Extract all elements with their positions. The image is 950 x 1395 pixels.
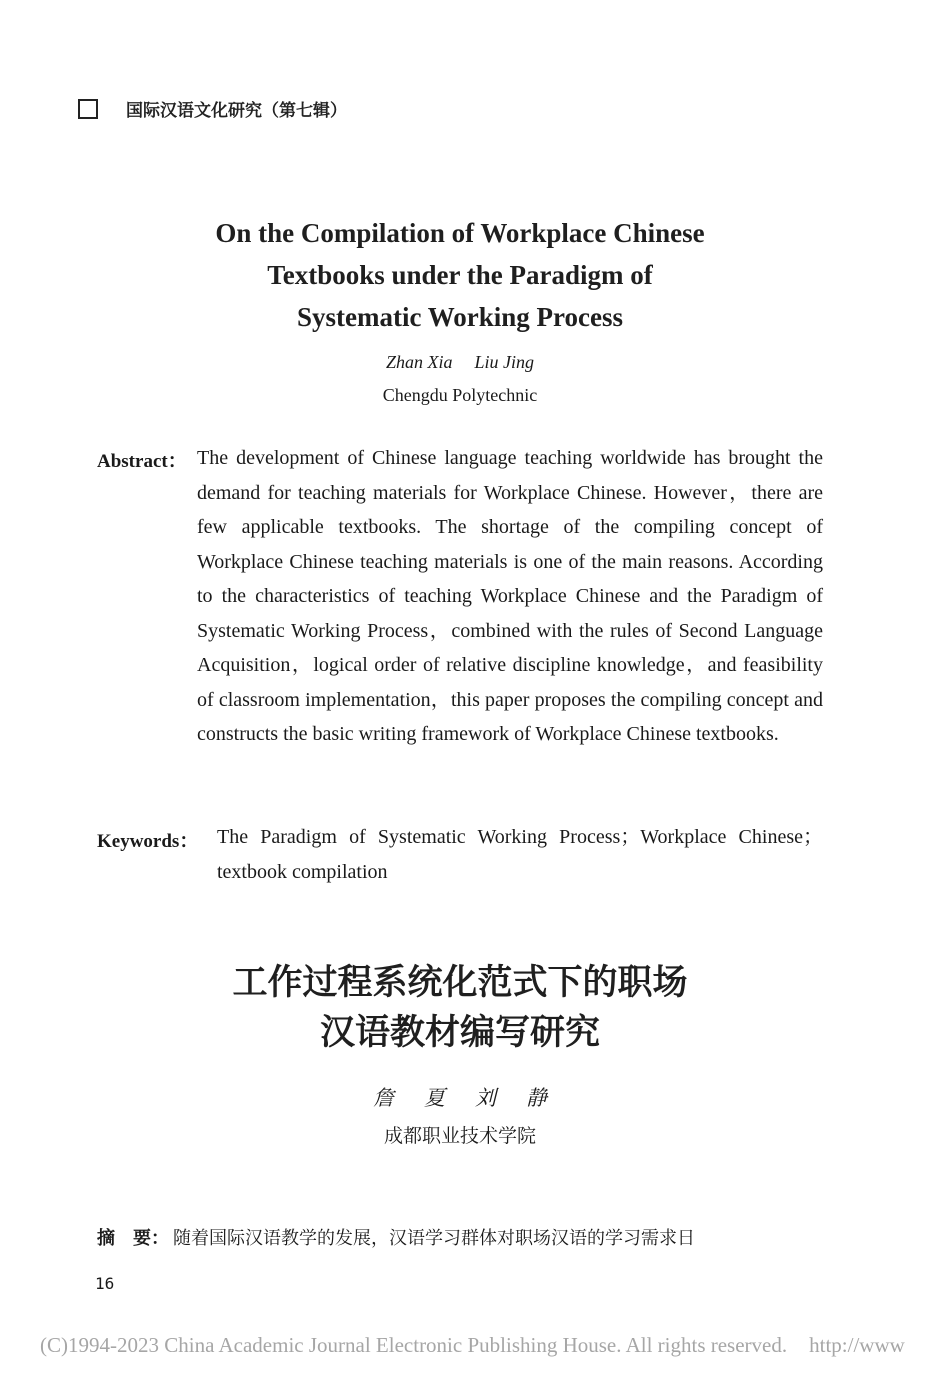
cn-title-line: 工作过程系统化范式下的职场 (232, 963, 688, 1003)
copyright-url[interactable]: http://www (809, 1333, 905, 1357)
abstract-cn-label: 摘 要： (97, 1228, 169, 1249)
keywords-label: Keywords： (97, 831, 199, 852)
authors-en (0, 352, 920, 373)
journal-name: 国际汉语文化研究（第七辑） (126, 101, 347, 121)
abstract-text: The development of Chinese language teaching worldwide has brought the demand for teaching materials for Workplace Chinese. However，there are few applicable textbooks. The shortage of the compiling concept of Workplace Chinese teaching materials is one of the main reasons. According to the characteristics of teaching Workplace Chinese and the Paradigm of Systematic Working Process，combined with the rules of Second Language Acquisition，logical order of relative discipline knowledge，and feasibility of classroom implementation，this paper proposes the compiling concept and constructs the basic writing framework of Workplace Chinese textbooks. (197, 447, 823, 745)
affiliation-en: Chengdu Polytechnic (382, 385, 538, 405)
keywords-text: The Paradigm of Systematic Working Process；Workplace Chinese；textbook compilation (217, 826, 823, 883)
author-name: Liu Jing (474, 352, 535, 372)
copyright-notice: (C)1994-2023 China Academic Journal Electronic Publishing House. All rights reserved. (40, 1333, 788, 1357)
square-icon (78, 99, 98, 119)
author-name: Zhan Xia (385, 352, 453, 372)
title-line: Textbooks under the Paradigm of (267, 260, 653, 290)
paper-title-cn (0, 958, 920, 1058)
affiliation-cn: 成都职业技术学院 (383, 1125, 536, 1147)
abstract-cn-text: 随着国际汉语教学的发展，汉语学习群体对职场汉语的学习需求日 (173, 1228, 695, 1249)
abstract-cn (97, 1224, 827, 1250)
title-line: Systematic Working Process (297, 302, 623, 332)
abstract-label: Abstract： (97, 451, 187, 472)
page-number: 16 (95, 1274, 115, 1293)
authors-cn: 詹夏刘静 (373, 1086, 577, 1110)
title-line: On the Compilation of Workplace Chinese (215, 218, 705, 248)
running-header (78, 96, 347, 121)
copyright-footer (40, 1333, 950, 1358)
cn-title-line: 汉语教材编写研究 (319, 1013, 600, 1053)
paper-title-en (0, 212, 920, 338)
